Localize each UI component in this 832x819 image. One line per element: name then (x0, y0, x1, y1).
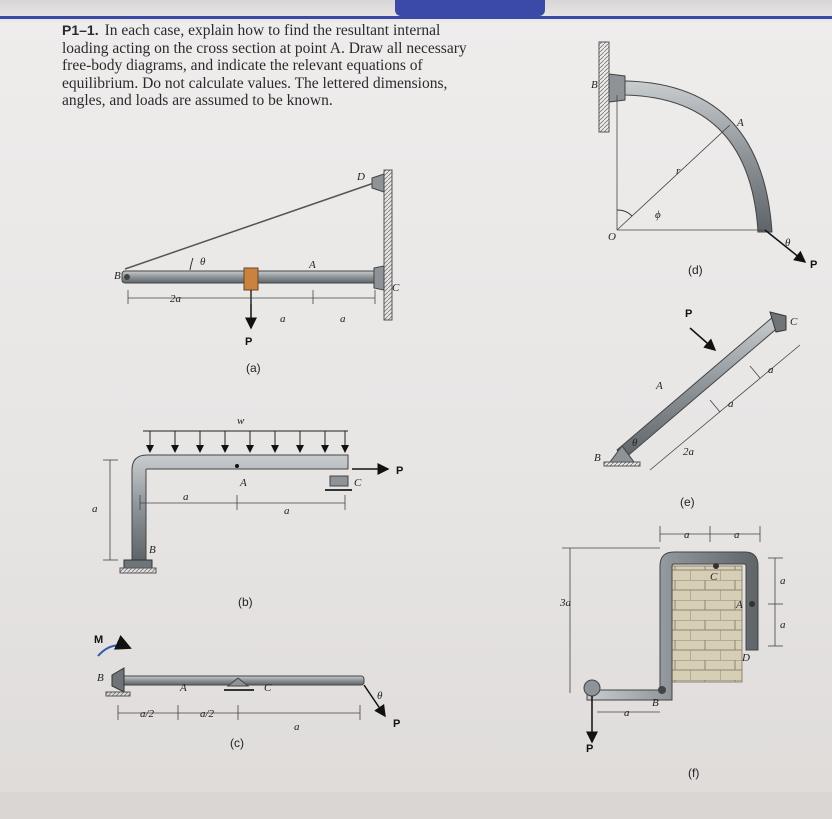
figure-e (594, 308, 800, 509)
label-d: D (357, 171, 365, 183)
label-w: w (237, 415, 245, 427)
pin-b-c (112, 668, 124, 692)
dim-e-a2: a (768, 364, 774, 376)
figure-b (92, 415, 403, 609)
brick-wall (670, 566, 742, 682)
label-theta-e: θ (632, 437, 638, 449)
curved-rod (625, 81, 772, 232)
label-c-e: C (790, 316, 798, 328)
problem-number: P1–1. (62, 22, 99, 38)
label-phi: ϕ (655, 209, 661, 221)
pin-b (124, 274, 130, 280)
collar-load (244, 268, 258, 290)
dim-f-r2: a (780, 619, 786, 631)
dim-a1: a (280, 313, 286, 325)
dim-e-a1: a (728, 398, 734, 410)
label-b-b: B (149, 544, 156, 556)
wall-a (384, 170, 392, 320)
dim-f-a: a (624, 707, 630, 719)
label-c: C (392, 282, 400, 294)
frame-b (132, 455, 348, 560)
label-c-f: C (710, 571, 718, 583)
figure-c (94, 634, 400, 750)
inclined-rod (617, 316, 781, 459)
dim-b-v: a (92, 503, 98, 515)
caption-b: (b) (238, 595, 253, 609)
hook-end (584, 680, 600, 696)
label-p-b: P (396, 465, 404, 477)
dim-a2: a (340, 313, 346, 325)
label-b-f: B (652, 697, 659, 709)
figure-a (114, 170, 400, 375)
label-r: r (676, 165, 681, 177)
label-b-d: B (591, 79, 598, 91)
label-o: O (608, 231, 616, 243)
caption-a: (a) (246, 361, 261, 375)
label-a-b: A (240, 477, 247, 489)
label-m: M (94, 634, 104, 646)
dim-b-a1: a (183, 491, 189, 503)
label-c-c: C (264, 682, 272, 694)
label-theta-d: θ (785, 237, 791, 249)
dim-f-t2: a (734, 529, 740, 541)
label-p-e: P (685, 308, 693, 320)
pin-c (374, 266, 384, 290)
wall-d (599, 42, 609, 132)
force-p-e (690, 328, 715, 350)
label-theta-c: θ (377, 690, 383, 702)
label-p: P (245, 336, 253, 348)
label-p-c: P (393, 718, 401, 730)
cable-bd (125, 183, 374, 269)
page-bottom-shadow (0, 792, 832, 819)
dim-2a: 2a (170, 293, 181, 305)
dim-f-t1: a (684, 529, 690, 541)
label-theta: θ (200, 256, 206, 268)
label-a-f: A (736, 599, 743, 611)
label-b: B (114, 270, 121, 282)
caption-d: (d) (688, 263, 703, 277)
figure-f (559, 526, 786, 780)
label-a: A (309, 259, 316, 271)
caption-c: (c) (230, 736, 244, 750)
dim-f-r1: a (780, 575, 786, 587)
caption-f: (f) (688, 766, 700, 780)
dim-b-a2: a (284, 505, 290, 517)
label-a-c: A (180, 682, 187, 694)
label-b-e: B (594, 452, 601, 464)
label-a-d: A (737, 117, 744, 129)
dim-c-1: a/2 (140, 708, 155, 720)
dim-e-2a: 2a (683, 446, 694, 458)
radius-line (617, 125, 730, 230)
label-p-f: P (586, 743, 594, 755)
moment-arrow (98, 645, 130, 656)
label-c-b: C (354, 477, 362, 489)
label-b-c: B (97, 672, 104, 684)
figure-d (591, 42, 817, 277)
label-a-e: A (656, 380, 663, 392)
label-p-d: P (810, 259, 818, 271)
problem-text: In each case, explain how to find the resultant internal loading acting on the cross section at point A. Draw all necessary free-body diagrams, and indicate the relevant equations of equilibrium. Do not calculate values. The lettered dimensions, angles, and loads are assumed to be known. (62, 22, 467, 109)
label-d-f: D (742, 652, 750, 664)
fixed-support-b (124, 560, 152, 568)
dim-c-3: a (294, 721, 300, 733)
caption-e: (e) (680, 495, 695, 509)
angle-arc (190, 258, 193, 270)
dim-f-3a: 3a (560, 597, 571, 609)
roller-c (330, 476, 348, 486)
dim-c-2: a/2 (200, 708, 215, 720)
bracket-d (372, 174, 384, 192)
